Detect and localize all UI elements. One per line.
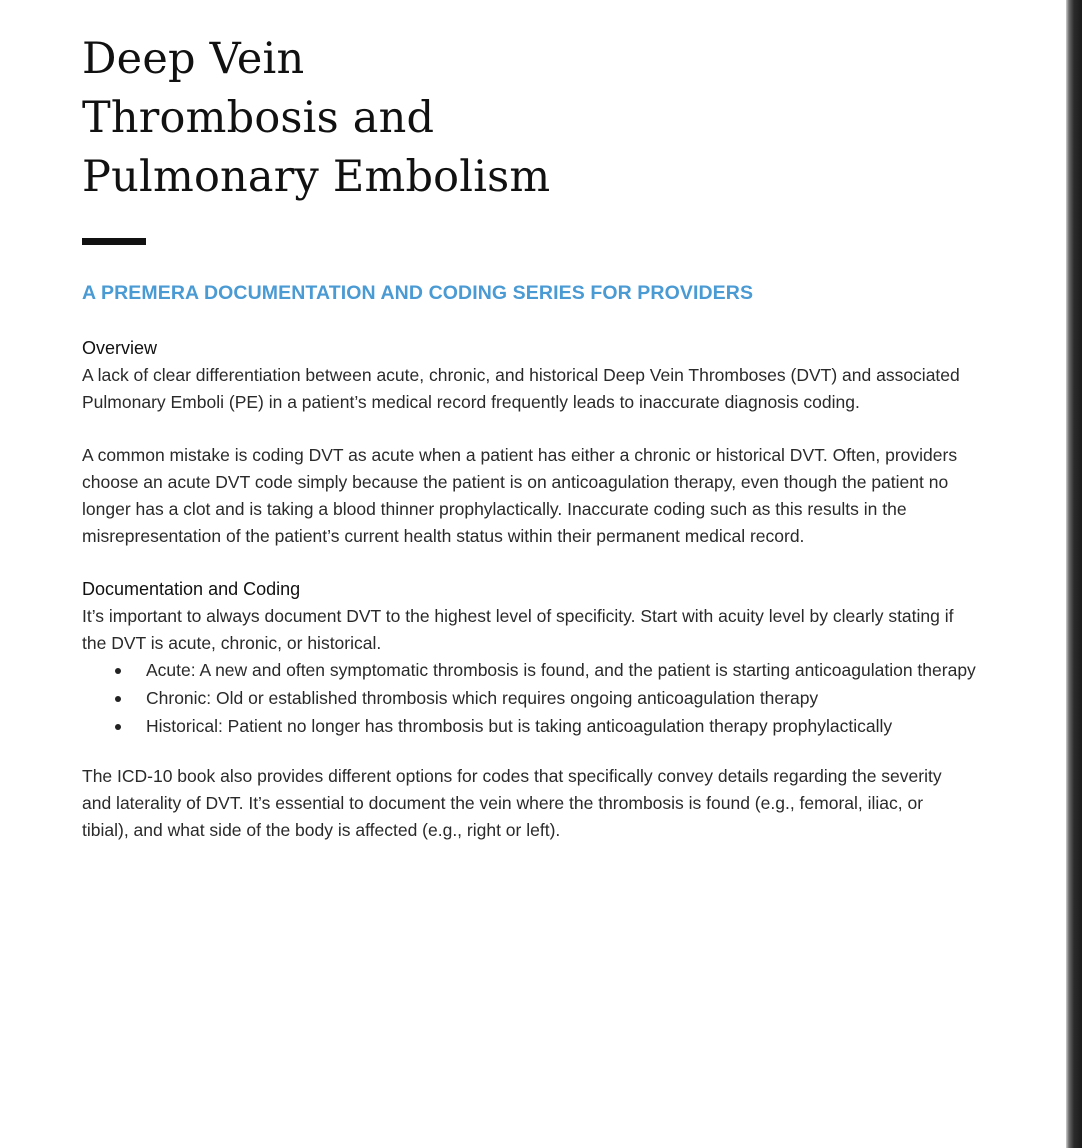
- document-content: [82, 30, 982, 844]
- page-title: [82, 30, 982, 207]
- title-line-2: Thrombosis and: [82, 93, 435, 143]
- list-item: [82, 685, 976, 712]
- list-item: [82, 713, 976, 740]
- documentation-heading: Documentation and Coding: [82, 579, 301, 599]
- list-item: [82, 657, 976, 684]
- series-subtitle: A PREMERA DOCUMENTATION AND CODING SERIES FOR PROVIDERS: [82, 282, 754, 304]
- list-item-text: Historical: Patient no longer has thrombosis but is taking anticoagulation therapy prophylactically: [146, 716, 893, 736]
- documentation-intro: It’s important to always document DVT to the highest level of specificity. Start with acuity level by clearly stating if the DVT is acute, chronic, or historical.: [82, 606, 954, 653]
- list-item-text: Chronic: Old or established thrombosis which requires ongoing anticoagulation therapy: [146, 688, 819, 708]
- paragraph-gap: [82, 416, 982, 442]
- title-line-1: Deep Vein: [82, 34, 305, 84]
- list-item-text: Acute: A new and often symptomatic thrombosis is found, and the patient is starting anticoagulation therapy: [146, 660, 976, 680]
- bullet-icon: [115, 724, 121, 730]
- overview-heading: Overview: [82, 338, 158, 358]
- bullet-icon: [115, 668, 121, 674]
- acuity-list: [82, 657, 982, 740]
- title-line-3: Pulmonary Embolism: [82, 152, 551, 202]
- page-edge-shadow: [1066, 0, 1082, 1148]
- overview-paragraph-2: A common mistake is coding DVT as acute when a patient has either a chronic or historical DVT. Often, providers choose an acute DVT code simply because the patient is on anticoagulation therapy, even though the patient no longer has a clot and is taking a blood thinner prophylactically. Inaccurate coding such as this results in the misrepresentation of the patient’s current health status within their permanent medical record.: [82, 445, 958, 546]
- title-divider: [82, 238, 146, 245]
- documentation-closing: The ICD-10 book also provides different options for codes that specifically convey details regarding the severity and laterality of DVT. It’s essential to document the vein where the thrombosis is found (e.g., femoral, iliac, or tibial), and what side of the body is affected (e.g., right or left).: [82, 766, 942, 840]
- paragraph-gap: [82, 741, 982, 763]
- overview-paragraph-1: A lack of clear differentiation between acute, chronic, and historical Deep Vein Thromboses (DVT) and associated Pulmonary Emboli (PE) in a patient’s medical record frequently leads to inaccurate diagnosis coding.: [82, 365, 960, 412]
- bullet-icon: [115, 696, 121, 702]
